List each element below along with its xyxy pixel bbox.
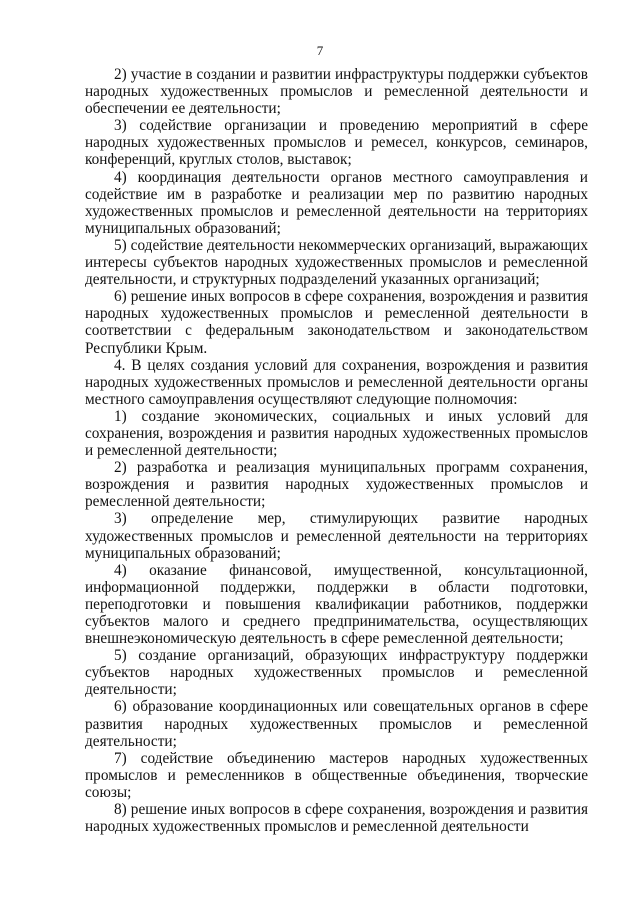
paragraph-section-4-intro: 4. В целях создания условий для сохранения, возрождения и развития народных художественных промыслов и ремесленной деятельности органы местного самоуправления осуществляют следующие полномочия: <box>85 356 588 408</box>
document-body <box>85 66 588 835</box>
paragraph-participation-infrastructure: 2) участие в создании и развитии инфраструктуры поддержки субъектов народных художественных промыслов и ремесленной деятельности и обеспечении ее деятельности; <box>85 66 588 118</box>
paragraph-economic-conditions: 1) создание экономических, социальных и иных условий для сохранения, возрождения и развития народных художественных промыслов и ремесленной деятельности; <box>85 407 588 460</box>
paragraph-other-issues-municipal: 8) решение иных вопросов в сфере сохранения, возрождения и развития народных художественных промыслов и ремесленной деятельности <box>85 801 588 836</box>
paragraph-incentive-measures: 3) определение мер, стимулирующих развитие народных художественных промыслов и ремесленной деятельности на территориях муниципальных образований; <box>85 510 588 562</box>
paragraph-coordination-local-government: 4) координация деятельности органов местного самоуправления и содействие им в разработке и реализации мер по развитию народных художественных промыслов и ремесленной деятельности на территориях муниципальных образований; <box>85 168 588 237</box>
paragraph-events-assistance: 3) содействие организации и проведению мероприятий в сфере народных художественных промыслов и ремесел, конкурсов, семинаров, конференций, круглых столов, выставок; <box>85 117 588 169</box>
paragraph-public-associations: 7) содействие объединению мастеров народных художественных промыслов и ремесленников в общественные объединения, творческие союзы; <box>85 749 588 801</box>
paragraph-other-issues-regional: 6) решение иных вопросов в сфере сохранения, возрождения и развития народных художественных промыслов и ремесленной деятельности в соответствии с федеральным законодательством и законодательством Республики Крым. <box>85 288 588 357</box>
paragraph-coordination-bodies: 6) образование координационных или совещательных органов в сфере развития народных художественных промыслов и ремесленной деятельности; <box>85 698 588 750</box>
page-number: 7 <box>316 43 324 58</box>
paragraph-support-provision: 4) оказание финансовой, имущественной, консультационной, информационной поддержки, поддержки в области подготовки, переподготовки и повышения квалификации работников, поддержки субъектов малого и среднего предпринимательства, осуществляющих внешнеэкономическую деятельность в сфере ремесленной деятельности; <box>85 561 588 648</box>
paragraph-nonprofit-support: 5) содействие деятельности некоммерческих организаций, выражающих интересы субъектов народных художественных промыслов и ремесленной деятельности, и структурных подразделений указанных организаций; <box>85 236 588 289</box>
paragraph-infrastructure-organizations: 5) создание организаций, образующих инфраструктуру поддержки субъектов народных художественных промыслов и ремесленной деятельности; <box>85 647 588 699</box>
paragraph-municipal-programs: 2) разработка и реализация муниципальных программ сохранения, возрождения и развития народных художественных промыслов и ремесленной деятельности; <box>85 459 588 511</box>
